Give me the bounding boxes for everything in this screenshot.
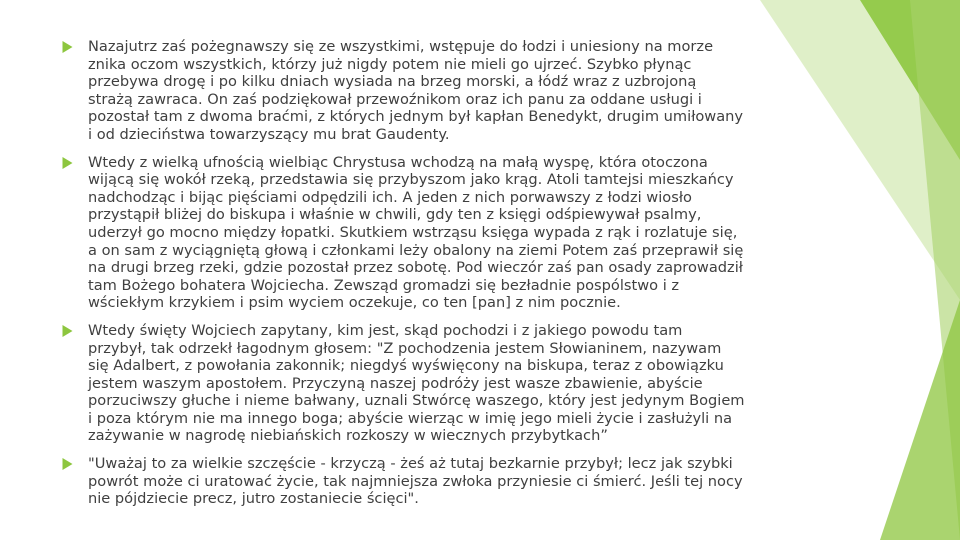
bullet-text: Wtedy z wielką ufnością wielbiąc Chrystusa wchodzą na małą wyspę, która otoczona wijącą się wokół rzeką, przedstawia się przybyszom jako krąg. Atoli tamtejsi mieszkańcy nadchodząc i bijąc pięściami odpędzili ich. A jeden z nich porwawszy z łodzi wiosło przystąpił bliżej do biskupa i właśnie w chwili, gdy ten z księgi odśpiewywał psalmy, uderzył go mocno między łopatki. Skutkiem wstrząsu księga wypada z rąk i rozlatuje się, a on sam z wyciągniętą głową i członkami leży obalony na ziemi Potem zaś przeprawił się na drugi brzeg rzeki, gdzie pozostał przez sobotę. Pod wieczór zaś pan osady zaprowadził tam Bożego bohatera Wojciecha. Zewsząd gromadzi się bezładnie pospólstwo i z wściekłym krzykiem i psim wyciem oczekuje, co ten [pan] z nim pocznie. [88, 153, 744, 312]
bullet-item [60, 38, 745, 144]
bullet-arrow-icon [62, 41, 73, 53]
bullet-arrow-icon [62, 458, 73, 470]
decoration-bottom-triangle [880, 300, 960, 540]
bullet-item [60, 154, 745, 312]
bullet-item [60, 322, 745, 445]
bullet-arrow-icon [62, 325, 73, 337]
slide-body [60, 38, 745, 518]
bullet-text: Wtedy święty Wojciech zapytany, kim jest, skąd pochodzi i z jakiego powodu tam przybył, tak odrzekł łagodnym głosem: "Z pochodzenia jestem Słowianinem, nazywam się Adalbert, z powołania zakonnik; niegdyś wyświęcony na biskupa, teraz z obowiązku jestem waszym apostołem. Przyczyną naszej podróży jest wasze zbawienie, abyście porzuciwszy głuche i nieme bałwany, uznali Stwórcę waszego, który jest jedynym Bogiem i poza którym nie ma innego boga; abyście wierząc w imię jego mieli życie i zasłużyli na zażywanie w nagrodę niebiańskich rozkoszy w wiecznych przybytkach” [88, 321, 745, 445]
bullet-text: Nazajutrz zaś pożegnawszy się ze wszystkimi, wstępuje do łodzi i uniesiony na morze znika oczom wszystkich, którzy już nigdy potem nie mieli go ujrzeć. Szybko płynąc przebywa drogę i po kilku dniach wysiada na brzeg morski, a łódź wraz z uzbrojoną strażą zawraca. On zaś podziękował przewoźnikom oraz ich panu za oddane usługi i pozostał tam z dwoma braćmi, z których jednym był kapłan Benedykt, drugim umiłowany i od dzieciństwa towarzyszący mu brat Gaudenty. [88, 38, 744, 143]
bullet-arrow-icon [62, 157, 73, 169]
corner-decoration [740, 0, 960, 540]
bullet-text: "Uważaj to za wielkie szczęście - krzyczą - żeś aż tutaj bezkarnie przybył; lecz jak szybki powrót może ci uratować życie, tak najmniejsza zwłoka przyniesie ci śmierć. Jeśli tej nocy nie pójdziecie precz, jutro zostaniecie ścięci". [88, 455, 743, 508]
bullet-item [60, 455, 745, 508]
